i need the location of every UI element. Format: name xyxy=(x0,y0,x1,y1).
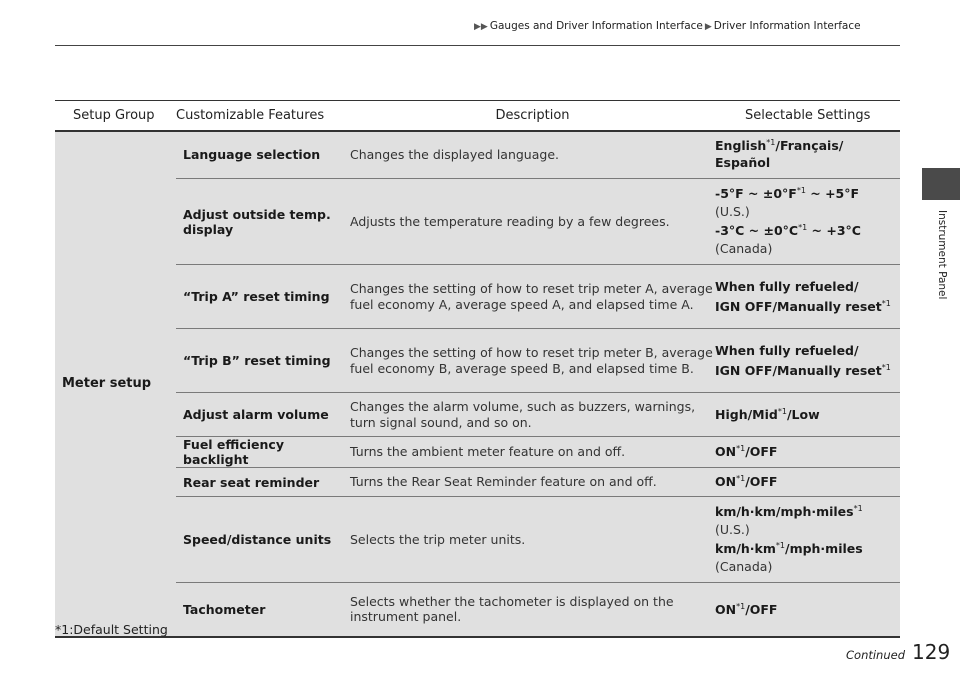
settings-cell: When fully refueled/ IGN OFF/Manually reset$^{*1}$ xyxy=(715,329,900,393)
feature-cell: “Trip A” reset timing xyxy=(176,265,350,329)
setup-group-cell: Meter setup xyxy=(55,131,176,637)
table-row xyxy=(55,131,900,179)
description-cell: Changes the displayed language. xyxy=(350,131,715,179)
settings-cell: ON$^{*1}$/OFF xyxy=(715,583,900,637)
settings-cell: ON$^{*1}$/OFF xyxy=(715,437,900,468)
header-selectable-settings: Selectable Settings xyxy=(715,101,900,131)
page-number: 129 xyxy=(912,640,951,664)
table-row xyxy=(55,179,900,265)
section-tab-marker xyxy=(922,168,960,200)
description-cell: Turns the ambient meter feature on and off. xyxy=(350,437,715,468)
table-row xyxy=(55,583,900,637)
description-cell: Selects whether the tachometer is displayed on the instrument panel. xyxy=(350,583,715,637)
table-row xyxy=(55,437,900,468)
header-setup-group: Setup Group xyxy=(55,101,176,131)
footnote-default-setting: *1:Default Setting xyxy=(55,622,168,637)
breadcrumb-arrow-icon: ▶▶ xyxy=(474,22,488,32)
settings-table xyxy=(55,100,900,638)
breadcrumb-arrow-icon: ▶ xyxy=(704,22,712,32)
feature-cell: Fuel efficiency backlight xyxy=(176,437,350,468)
description-cell: Changes the setting of how to reset trip meter A, average fuel economy A, average speed A, and elapsed time A. xyxy=(350,265,715,329)
feature-cell: “Trip B” reset timing xyxy=(176,329,350,393)
description-cell: Changes the alarm volume, such as buzzers, warnings, turn signal sound, and so on. xyxy=(350,393,715,437)
table-row xyxy=(55,265,900,329)
header-customizable-features: Customizable Features xyxy=(176,101,350,131)
breadcrumb-part-2: Driver Information Interface xyxy=(713,20,861,32)
header-description: Description xyxy=(350,101,715,131)
feature-cell: Adjust alarm volume xyxy=(176,393,350,437)
description-cell: Adjusts the temperature reading by a few degrees. xyxy=(350,179,715,265)
table-row xyxy=(55,468,900,497)
feature-cell: Adjust outside temp. display xyxy=(176,179,350,265)
settings-cell: High/Mid$^{*1}$/Low xyxy=(715,393,900,437)
table-row xyxy=(55,393,900,437)
table-row xyxy=(55,497,900,583)
feature-cell: Language selection xyxy=(176,131,350,179)
section-side-label: Instrument Panel xyxy=(936,210,948,300)
continued-label: Continued xyxy=(846,648,906,662)
settings-cell: km/h·km/mph·miles$^{*1}$ (U.S.) $km/h\cdot km^{*1}/mph\cdot miles$ (Canada) xyxy=(715,497,900,583)
settings-cell: ON$^{*1}$/OFF xyxy=(715,468,900,497)
table-header-row xyxy=(55,101,900,131)
header-rule xyxy=(55,45,900,46)
settings-cell: When fully refueled/ IGN OFF/Manually reset$^{*1}$ xyxy=(715,265,900,329)
description-cell: Changes the setting of how to reset trip meter B, average fuel economy B, average speed B, and elapsed time B. xyxy=(350,329,715,393)
settings-cell: English$^{*1}$/Français/ Español xyxy=(715,131,900,179)
breadcrumb-part-1: Gauges and Driver Information Interface xyxy=(489,20,703,32)
feature-cell: Tachometer xyxy=(176,583,350,637)
feature-cell: Rear seat reminder xyxy=(176,468,350,497)
breadcrumb xyxy=(474,20,861,32)
description-cell: Selects the trip meter units. xyxy=(350,497,715,583)
description-cell: Turns the Rear Seat Reminder feature on and off. xyxy=(350,468,715,497)
feature-cell: Speed/distance units xyxy=(176,497,350,583)
settings-cell: -5°F ~ $\pm 0^\circ F^{*1}$ ~ +5°F (U.S.) -3°C ~ $\pm 0^\circ C^{*1}$ ~ +3°C (Canada) xyxy=(715,179,900,265)
table-row xyxy=(55,329,900,393)
